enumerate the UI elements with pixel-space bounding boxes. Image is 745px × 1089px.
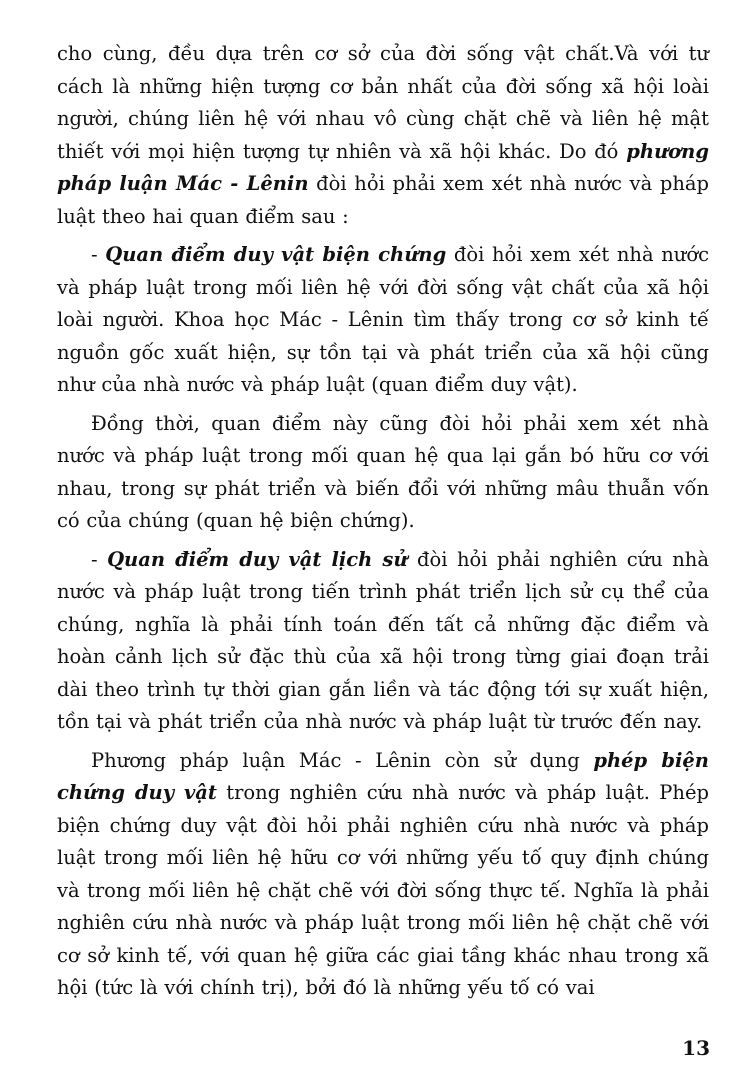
paragraph-4-dash: - bbox=[91, 547, 108, 571]
paragraph-4 bbox=[57, 544, 709, 739]
paragraph-5-emphasis-term: phép biện chứng duy vật bbox=[57, 748, 709, 804]
paragraph-1 bbox=[57, 38, 709, 233]
page-body bbox=[57, 38, 709, 1011]
paragraph-1-emphasis-term: phương pháp luận Mác - Lênin bbox=[57, 139, 709, 195]
page-number: 13 bbox=[682, 1036, 710, 1060]
paragraph-3 bbox=[57, 408, 709, 538]
paragraph-3-text: Đồng thời, quan điểm này cũng đòi hỏi phải xem xét nhà nước và pháp luật trong mối quan hệ qua lại gắn bó hữu cơ với nhau, trong sự phát triển và biến đổi với những mâu thuẫn vốn có của chúng (quan hệ biện chứng). bbox=[57, 411, 709, 532]
paragraph-4-text: đòi hỏi phải nghiên cứu nhà nước và pháp luật trong tiến trình phát triển lịch sử cụ thể của chúng, nghĩa là phải tính toán đến tất cả những đặc điểm và hoàn cảnh lịch sử đặc thù của xã hội trong từng giai đoạn trải dài theo trình tự thời gian gắn liền và tác động tới sự xuất hiện, tồn tại và phát triển của nhà nước và pháp luật từ trước đến nay. bbox=[57, 547, 709, 733]
paragraph-5-text-2: trong nghiên cứu nhà nước và pháp luật. Phép biện chứng duy vật đòi hỏi phải nghiên cứu nhà nước và pháp luật trong mối liên hệ hữu cơ với những yếu tố quy định chúng và trong mối liên hệ chặt chẽ với đời sống thực tế. Nghĩa là phải nghiên cứu nhà nước và pháp luật trong mối liên hệ chặt chẽ với cơ sở kinh tế, với quan hệ giữa các giai tầng khác nhau trong xã hội (tức là với chính trị), bởi đó là những yếu tố có vai bbox=[57, 781, 709, 999]
paragraph-2-emphasis-term: Quan điểm duy vật biện chứng bbox=[105, 243, 447, 266]
paragraph-5-text-1: Phương pháp luận Mác - Lênin còn sử dụng bbox=[91, 748, 594, 772]
paragraph-1-text-2: đòi hỏi phải xem xét nhà nước và pháp luật theo hai quan điểm sau : bbox=[57, 172, 709, 228]
paragraph-2 bbox=[57, 239, 709, 402]
paragraph-5 bbox=[57, 745, 709, 1005]
paragraph-1-text-1: cho cùng, đều dựa trên cơ sở của đời sống vật chất.Và với tư cách là những hiện tượng cơ bản nhất của đời sống xã hội loài người, chúng liên hệ với nhau vô cùng chặt chẽ và liên hệ mật thiết với mọi hiện tượng tự nhiên và xã hội khác. Do đó bbox=[57, 42, 709, 163]
paragraph-2-dash: - bbox=[91, 243, 106, 266]
paragraph-2-text: đòi hỏi xem xét nhà nước và pháp luật trong mối liên hệ với đời sống vật chất của xã hội loài người. Khoa học Mác - Lênin tìm thấy trong cơ sở kinh tế nguồn gốc xuất hiện, sự tồn tại và phát triển của xã hội cũng như của nhà nước và pháp luật (quan điểm duy vật). bbox=[57, 243, 709, 396]
paragraph-4-emphasis-term: Quan điểm duy vật lịch sử bbox=[107, 547, 408, 571]
